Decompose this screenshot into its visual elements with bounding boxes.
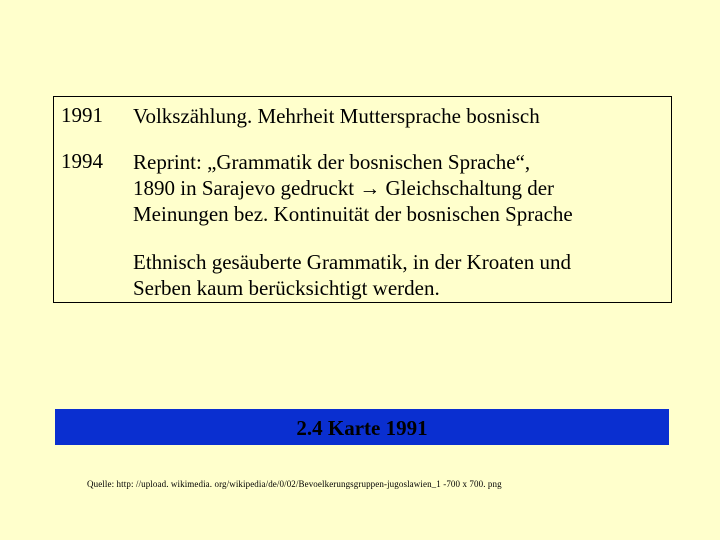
entry-1991-text: Volkszählung. Mehrheit Muttersprache bosnisch — [133, 104, 540, 128]
note-text — [133, 249, 668, 301]
source-caption: Quelle: http: //upload. wikimedia. org/wikipedia/de/0/02/Bevoelkerungsgruppen-jugoslawien_1 -700 x 700. png — [87, 479, 502, 489]
entry-1994-line-1: Reprint: „Grammatik der bosnischen Sprache“, — [133, 150, 531, 174]
year-1994: 1994 — [61, 149, 103, 173]
entry-1994-line-3: Meinungen bez. Kontinuität der bosnischen Sprache — [133, 202, 573, 226]
entry-1994-text — [133, 149, 668, 227]
note-line-2: Serben kaum berücksichtigt werden. — [133, 276, 440, 300]
year-1991: 1991 — [61, 103, 103, 127]
note-line-1: Ethnisch gesäuberte Grammatik, in der Kroaten und — [133, 250, 571, 274]
entry-1994-line-2: 1890 in Sarajevo gedruckt → Gleichschaltung der — [133, 176, 555, 200]
title-banner — [55, 409, 669, 445]
banner-title: 2.4 Karte 1991 — [296, 416, 428, 440]
